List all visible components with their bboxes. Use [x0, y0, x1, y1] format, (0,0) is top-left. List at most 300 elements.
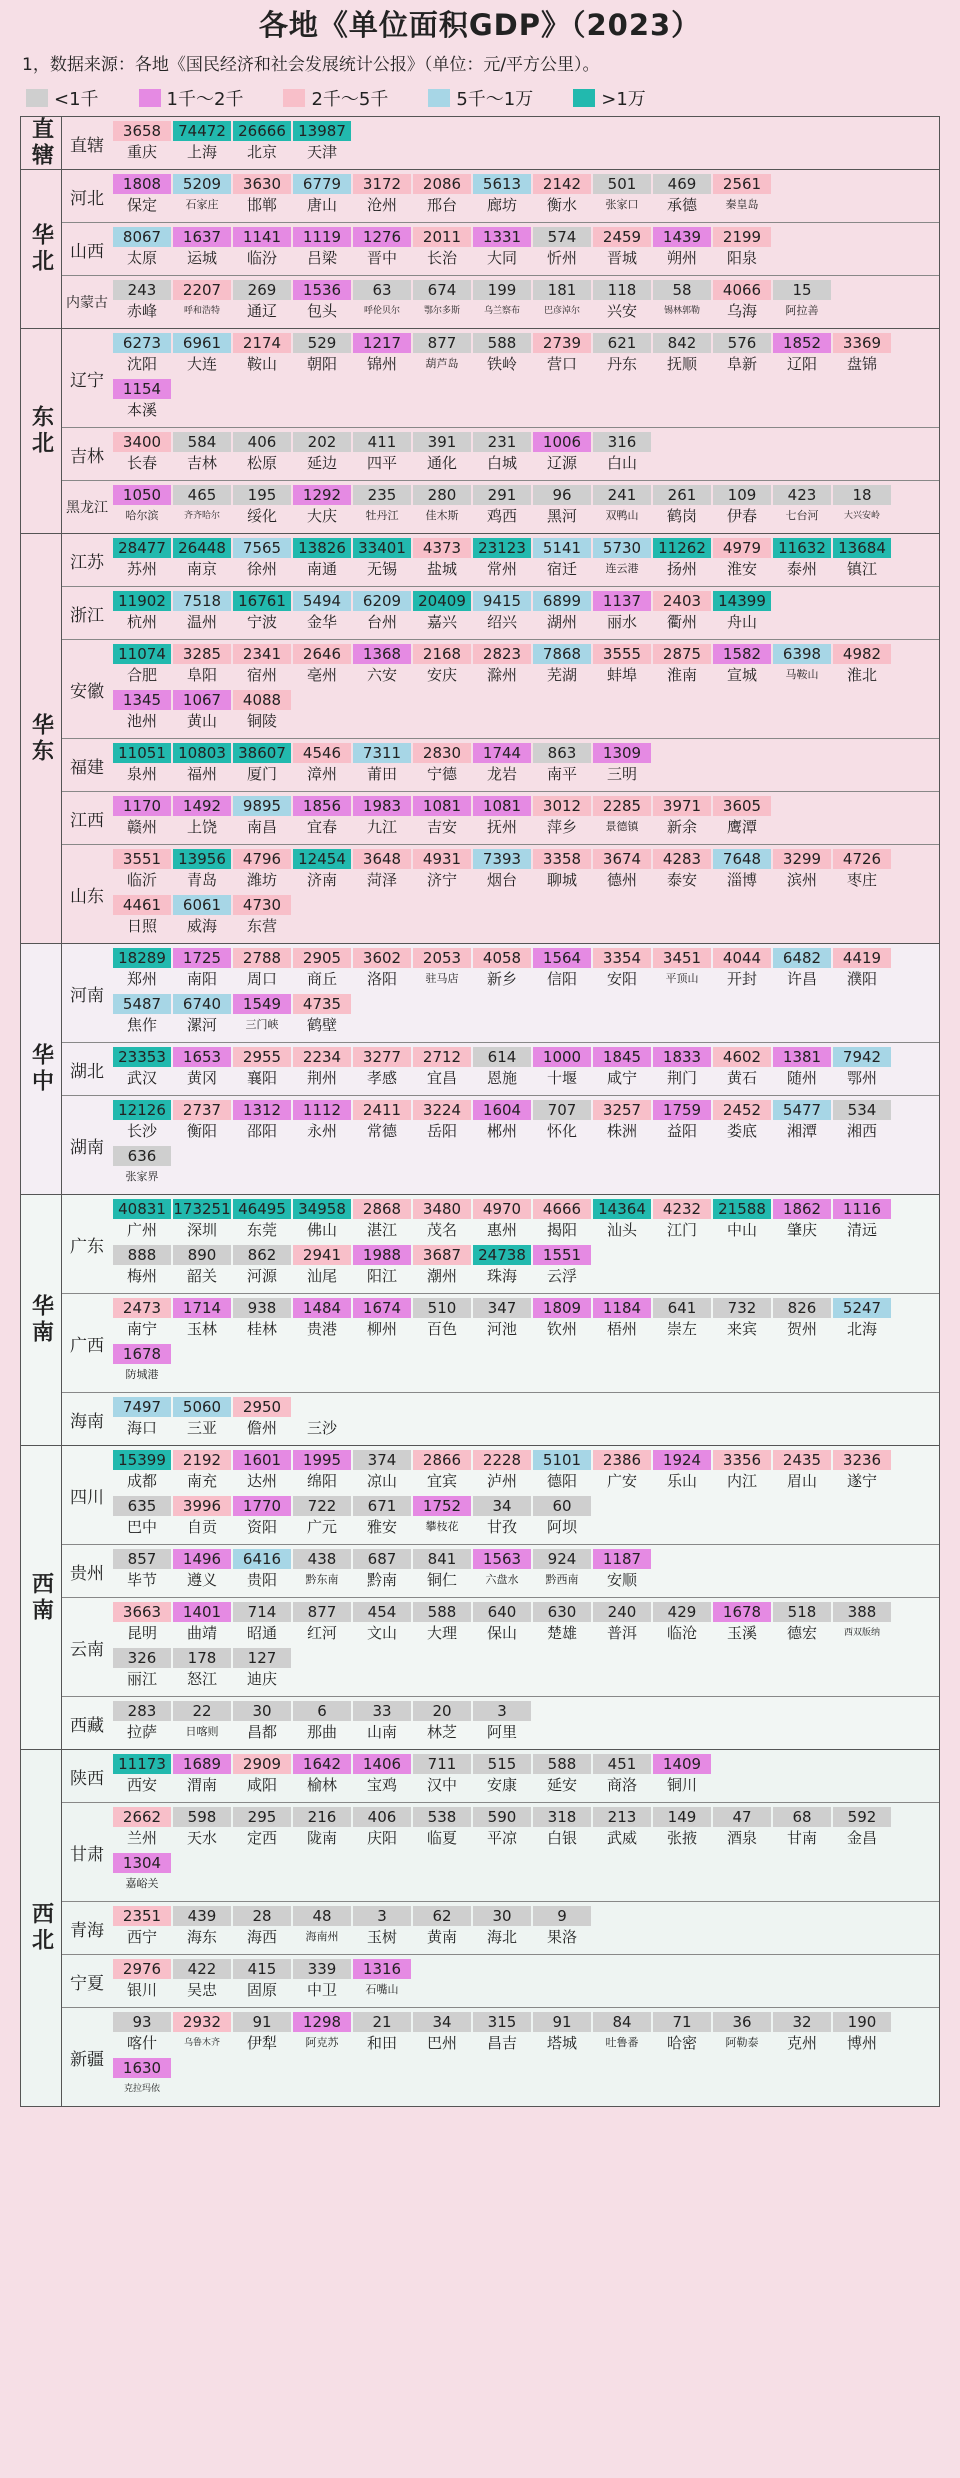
city-value: 1674	[353, 1298, 411, 1318]
city-cell	[653, 1450, 711, 1492]
city-cell	[593, 743, 651, 785]
city-name: 开封	[726, 970, 757, 988]
city-cell	[113, 2058, 171, 2100]
city-value: 6398	[773, 644, 831, 664]
city-value: 26666	[233, 121, 291, 141]
city-value: 3277	[353, 1047, 411, 1067]
city-value: 24738	[473, 1245, 531, 1265]
city-value: 422	[173, 1959, 231, 1979]
city-cell	[413, 644, 471, 686]
city-name: 揭阳	[546, 1221, 577, 1239]
city-name: 商丘	[306, 970, 337, 988]
city-cell	[533, 1602, 591, 1644]
city-cell	[533, 1100, 591, 1142]
city-cell	[113, 379, 171, 421]
city-cell	[413, 1199, 471, 1241]
city-value: 529	[293, 333, 351, 353]
city-cell	[533, 280, 591, 322]
city-name: 南宁	[126, 1320, 157, 1338]
legend-label: 1千～2千	[166, 89, 244, 110]
city-cell	[473, 644, 531, 686]
city-name: 河池	[486, 1320, 517, 1338]
city-name: 湘潭	[786, 1122, 817, 1140]
city-name: 阜新	[726, 355, 757, 373]
city-value: 339	[293, 1959, 351, 1979]
city-value: 1170	[113, 796, 171, 816]
city-cell	[293, 432, 351, 474]
city-name: 枣庄	[846, 871, 877, 889]
region-block	[21, 117, 939, 169]
city-name: 果洛	[546, 1928, 577, 1946]
city-name: 鹰潭	[726, 818, 757, 836]
city-value: 598	[173, 1807, 231, 1827]
city-cell	[533, 1906, 591, 1948]
city-value: 4979	[713, 538, 771, 558]
city-cell	[233, 333, 291, 375]
city-value: 826	[773, 1298, 831, 1318]
city-value: 635	[113, 1496, 171, 1516]
city-cell	[833, 333, 891, 375]
city-cell	[233, 948, 291, 990]
city-name: 武威	[606, 1829, 637, 1847]
city-cell	[653, 485, 711, 527]
city-name: 陇南	[306, 1829, 337, 1847]
city-value: 1406	[353, 1754, 411, 1774]
city-cell	[473, 591, 531, 633]
city-value: 411	[353, 432, 411, 452]
city-name: 东营	[246, 917, 277, 935]
city-cell	[773, 538, 831, 580]
city-name: 伊春	[726, 507, 757, 525]
city-value: 842	[653, 333, 711, 353]
city-cell	[353, 1754, 411, 1796]
city-value: 711	[413, 1754, 471, 1774]
city-cell	[533, 1754, 591, 1796]
city-cell	[353, 1100, 411, 1142]
city-value: 4735	[293, 994, 351, 1014]
city-cell	[773, 644, 831, 686]
city-value: 1809	[533, 1298, 591, 1318]
city-value: 2909	[233, 1754, 291, 1774]
city-value: 47	[713, 1807, 771, 1827]
city-name: 福州	[186, 765, 217, 783]
city-cell	[533, 1047, 591, 1089]
city-value: 33	[353, 1701, 411, 1721]
city-cell	[593, 538, 651, 580]
region-block	[21, 328, 939, 533]
region-block	[21, 533, 939, 943]
city-value: 261	[653, 485, 711, 505]
city-cell	[353, 1549, 411, 1591]
legend-item	[573, 85, 646, 111]
city-cell	[713, 591, 771, 633]
city-cell	[413, 1245, 471, 1287]
city-cell	[593, 1549, 651, 1591]
city-cell	[173, 2012, 231, 2054]
city-value: 1298	[293, 2012, 351, 2032]
city-name: 南阳	[186, 970, 217, 988]
province-name: 新疆	[70, 2049, 104, 2070]
city-value: 391	[413, 432, 471, 452]
legend-item	[283, 85, 388, 111]
city-value: 841	[413, 1549, 471, 1569]
province-name: 内蒙古	[66, 295, 108, 311]
city-value: 190	[833, 2012, 891, 2032]
city-name: 庆阳	[366, 1829, 397, 1847]
city-value: 640	[473, 1602, 531, 1622]
city-name: 昌都	[246, 1723, 277, 1741]
province-row	[62, 329, 939, 427]
city-name: 鄂州	[846, 1069, 877, 1087]
city-cell	[173, 1496, 231, 1538]
city-name: 阿勒泰	[725, 2036, 759, 2049]
city-name: 广安	[606, 1472, 637, 1490]
city-cell	[473, 1906, 531, 1948]
city-name: 兴安	[606, 302, 637, 320]
city-name: 黄山	[186, 712, 217, 730]
city-name: 玉树	[366, 1928, 397, 1946]
city-value: 406	[353, 1807, 411, 1827]
city-name: 三亚	[186, 1419, 217, 1437]
province-row	[62, 639, 939, 738]
city-name: 固原	[246, 1981, 277, 1999]
city-cell	[713, 948, 771, 990]
city-name: 博州	[846, 2034, 877, 2052]
city-name: 海北	[486, 1928, 517, 1946]
city-cell	[113, 1906, 171, 1948]
city-name: 普洱	[606, 1624, 637, 1642]
city-value: 48	[293, 1906, 351, 1926]
city-value: 534	[833, 1100, 891, 1120]
city-cell	[293, 1602, 351, 1644]
city-cell	[593, 2012, 651, 2054]
city-cell	[833, 1100, 891, 1142]
city-value: 732	[713, 1298, 771, 1318]
province-row	[62, 1901, 939, 1954]
city-value: 1808	[113, 174, 171, 194]
city-name: 松原	[246, 454, 277, 472]
city-name: 吉安	[426, 818, 457, 836]
city-value: 202	[293, 432, 351, 452]
region-block	[21, 943, 939, 1194]
city-name: 连云港	[605, 562, 639, 575]
city-value: 1081	[413, 796, 471, 816]
city-value: 574	[533, 227, 591, 247]
city-name: 绵阳	[306, 1472, 337, 1490]
city-name: 承德	[666, 196, 697, 214]
city-name: 临沧	[666, 1624, 697, 1642]
city-name: 黔南	[366, 1571, 397, 1589]
region-name: 华中	[21, 944, 62, 1194]
city-cell	[293, 121, 351, 163]
city-name: 舟山	[726, 613, 757, 631]
city-value: 1604	[473, 1100, 531, 1120]
city-cell	[413, 174, 471, 216]
city-name: 怒江	[186, 1670, 217, 1688]
city-name: 郴州	[486, 1122, 517, 1140]
city-name: 双鸭山	[605, 509, 639, 522]
city-cell	[113, 1853, 171, 1895]
city-name: 辽阳	[786, 355, 817, 373]
city-cell	[173, 227, 231, 269]
city-name: 昌吉	[486, 2034, 517, 2052]
city-cell	[173, 1047, 231, 1089]
city-cell	[113, 174, 171, 216]
province-name: 湖北	[70, 1061, 104, 1082]
legend-item	[26, 85, 99, 111]
city-name: 景德镇	[605, 820, 639, 833]
city-value: 630	[533, 1602, 591, 1622]
region-name: 华东	[21, 534, 62, 943]
region-block	[21, 1445, 939, 1749]
city-value: 63	[353, 280, 411, 300]
city-cell	[533, 1199, 591, 1241]
city-value: 28	[233, 1906, 291, 1926]
city-cell	[773, 2012, 831, 2054]
province-row	[62, 791, 939, 844]
city-name: 丽江	[126, 1670, 157, 1688]
legend-swatch	[26, 89, 48, 107]
city-name: 济南	[306, 871, 337, 889]
city-value: 11902	[113, 591, 171, 611]
city-name: 楚雄	[546, 1624, 577, 1642]
city-cell	[113, 2012, 171, 2054]
city-cell	[113, 1807, 171, 1849]
city-cell	[473, 227, 531, 269]
city-cell	[293, 1397, 351, 1439]
city-cell	[293, 1100, 351, 1142]
city-cell	[773, 1298, 831, 1340]
city-value: 243	[113, 280, 171, 300]
city-name: 惠州	[486, 1221, 517, 1239]
city-name: 益阳	[666, 1122, 697, 1140]
city-value: 2561	[713, 174, 771, 194]
city-value: 1304	[113, 1853, 171, 1873]
city-value: 1988	[353, 1245, 411, 1265]
city-value: 2086	[413, 174, 471, 194]
city-name: 南平	[546, 765, 577, 783]
city-cell	[593, 1100, 651, 1142]
city-name: 北京	[246, 143, 277, 161]
province-row	[62, 1750, 939, 1802]
city-cell	[113, 280, 171, 322]
city-cell	[473, 1549, 531, 1591]
city-cell	[233, 1807, 291, 1849]
city-value: 15399	[113, 1450, 171, 1470]
city-cell	[233, 538, 291, 580]
city-value: 510	[413, 1298, 471, 1318]
province-row	[62, 1597, 939, 1696]
city-name: 安庆	[426, 666, 457, 684]
city-name: 无锡	[366, 560, 397, 578]
city-cell	[473, 1496, 531, 1538]
city-value	[293, 1397, 351, 1417]
city-name: 十堰	[546, 1069, 577, 1087]
city-name: 资阳	[246, 1518, 277, 1536]
city-cell	[173, 485, 231, 527]
city-value: 3451	[653, 948, 711, 968]
city-cell	[233, 432, 291, 474]
city-cell	[833, 1199, 891, 1241]
city-name: 南通	[306, 560, 337, 578]
city-value: 46495	[233, 1199, 291, 1219]
city-name: 漳州	[306, 765, 337, 783]
city-value: 6209	[353, 591, 411, 611]
city-name: 铜川	[666, 1776, 697, 1794]
city-name: 石嘴山	[365, 1983, 399, 1996]
city-name: 呼和浩特	[183, 306, 220, 316]
city-cell	[653, 1602, 711, 1644]
city-cell	[533, 849, 591, 891]
city-cell	[473, 174, 531, 216]
city-cell	[233, 1397, 291, 1439]
city-cell	[413, 1549, 471, 1591]
city-cell	[293, 1701, 351, 1743]
city-value: 62	[413, 1906, 471, 1926]
city-value: 1050	[113, 485, 171, 505]
city-cell	[533, 538, 591, 580]
city-cell	[773, 280, 831, 322]
city-value: 40831	[113, 1199, 171, 1219]
city-value: 7868	[533, 644, 591, 664]
city-name: 烟台	[486, 871, 517, 889]
city-value: 1439	[653, 227, 711, 247]
city-value: 6	[293, 1701, 351, 1721]
city-value: 2823	[473, 644, 531, 664]
city-value: 1833	[653, 1047, 711, 1067]
city-cell	[833, 2012, 891, 2054]
city-value: 5487	[113, 994, 171, 1014]
province-row	[62, 427, 939, 480]
city-cell	[293, 796, 351, 838]
city-cell	[593, 796, 651, 838]
city-name: 伊犁	[246, 2034, 277, 2052]
city-name: 亳州	[306, 666, 337, 684]
city-cell	[173, 1807, 231, 1849]
city-cell	[713, 1807, 771, 1849]
city-cell	[413, 948, 471, 990]
city-cell	[353, 1047, 411, 1089]
province-name: 山东	[70, 886, 104, 907]
city-name: 大理	[426, 1624, 457, 1642]
city-name: 太原	[126, 249, 157, 267]
city-name: 眉山	[786, 1472, 817, 1490]
city-value: 515	[473, 1754, 531, 1774]
city-cell	[713, 227, 771, 269]
city-cell	[413, 743, 471, 785]
city-value: 687	[353, 1549, 411, 1569]
city-value: 2403	[653, 591, 711, 611]
city-value: 415	[233, 1959, 291, 1979]
city-value: 3996	[173, 1496, 231, 1516]
city-name: 安阳	[606, 970, 637, 988]
city-name: 黄冈	[186, 1069, 217, 1087]
city-name: 天水	[186, 1829, 217, 1847]
city-name: 白山	[606, 454, 637, 472]
city-name: 永州	[306, 1122, 337, 1140]
province-row	[62, 1195, 939, 1293]
city-name: 吴忠	[186, 1981, 217, 1999]
city-cell	[113, 1496, 171, 1538]
city-name: 黄南	[426, 1928, 457, 1946]
city-name: 许昌	[786, 970, 817, 988]
city-value: 12454	[293, 849, 351, 869]
city-name: 包头	[306, 302, 337, 320]
city-cell	[233, 1959, 291, 2001]
city-value: 5101	[533, 1450, 591, 1470]
province-row	[62, 1544, 939, 1597]
city-cell	[713, 796, 771, 838]
city-name: 佳木斯	[425, 509, 459, 522]
city-value: 326	[113, 1648, 171, 1668]
city-cell	[233, 1648, 291, 1690]
city-cell	[233, 644, 291, 686]
city-name: 鞍山	[246, 355, 277, 373]
city-cell	[173, 1100, 231, 1142]
province-name: 云南	[70, 1639, 104, 1660]
city-name: 平顶山	[665, 972, 699, 985]
city-name: 玉溪	[726, 1624, 757, 1642]
city-value: 58	[653, 280, 711, 300]
city-value: 4546	[293, 743, 351, 763]
city-name: 哈尔滨	[125, 509, 159, 522]
legend	[0, 82, 960, 114]
city-value: 2168	[413, 644, 471, 664]
city-cell	[293, 743, 351, 785]
city-name: 孝感	[366, 1069, 397, 1087]
city-name: 来宾	[726, 1320, 757, 1338]
city-value: 2207	[173, 280, 231, 300]
city-value: 32	[773, 2012, 831, 2032]
city-name: 漯河	[186, 1016, 217, 1034]
city-value: 621	[593, 333, 651, 353]
province-name: 广西	[70, 1335, 104, 1356]
city-value: 199	[473, 280, 531, 300]
city-name: 上海	[186, 143, 217, 161]
city-value: 11051	[113, 743, 171, 763]
region-name: 东北	[21, 329, 62, 533]
province-row	[62, 275, 939, 328]
city-cell	[113, 1549, 171, 1591]
city-cell	[713, 644, 771, 686]
city-cell	[113, 1245, 171, 1287]
city-cell	[293, 1754, 351, 1796]
city-value: 23123	[473, 538, 531, 558]
city-name: 邵阳	[246, 1122, 277, 1140]
city-name: 大庆	[306, 507, 337, 525]
city-name: 张家口	[605, 198, 639, 211]
city-name: 丹东	[606, 355, 637, 373]
city-name: 崇左	[666, 1320, 697, 1338]
city-cell	[713, 1047, 771, 1089]
city-cell	[413, 2012, 471, 2054]
city-value: 3555	[593, 644, 651, 664]
city-name: 武汉	[126, 1069, 157, 1087]
city-value: 2435	[773, 1450, 831, 1470]
city-name: 南充	[186, 1472, 217, 1490]
city-name: 百色	[426, 1320, 457, 1338]
city-cell	[173, 1648, 231, 1690]
city-value: 4088	[233, 690, 291, 710]
city-cell	[473, 849, 531, 891]
city-value: 4373	[413, 538, 471, 558]
city-value: 30	[233, 1701, 291, 1721]
city-name: 郑州	[126, 970, 157, 988]
city-name: 那曲	[306, 1723, 337, 1741]
city-cell	[113, 1397, 171, 1439]
city-value: 2228	[473, 1450, 531, 1470]
province-name: 陕西	[70, 1768, 104, 1789]
